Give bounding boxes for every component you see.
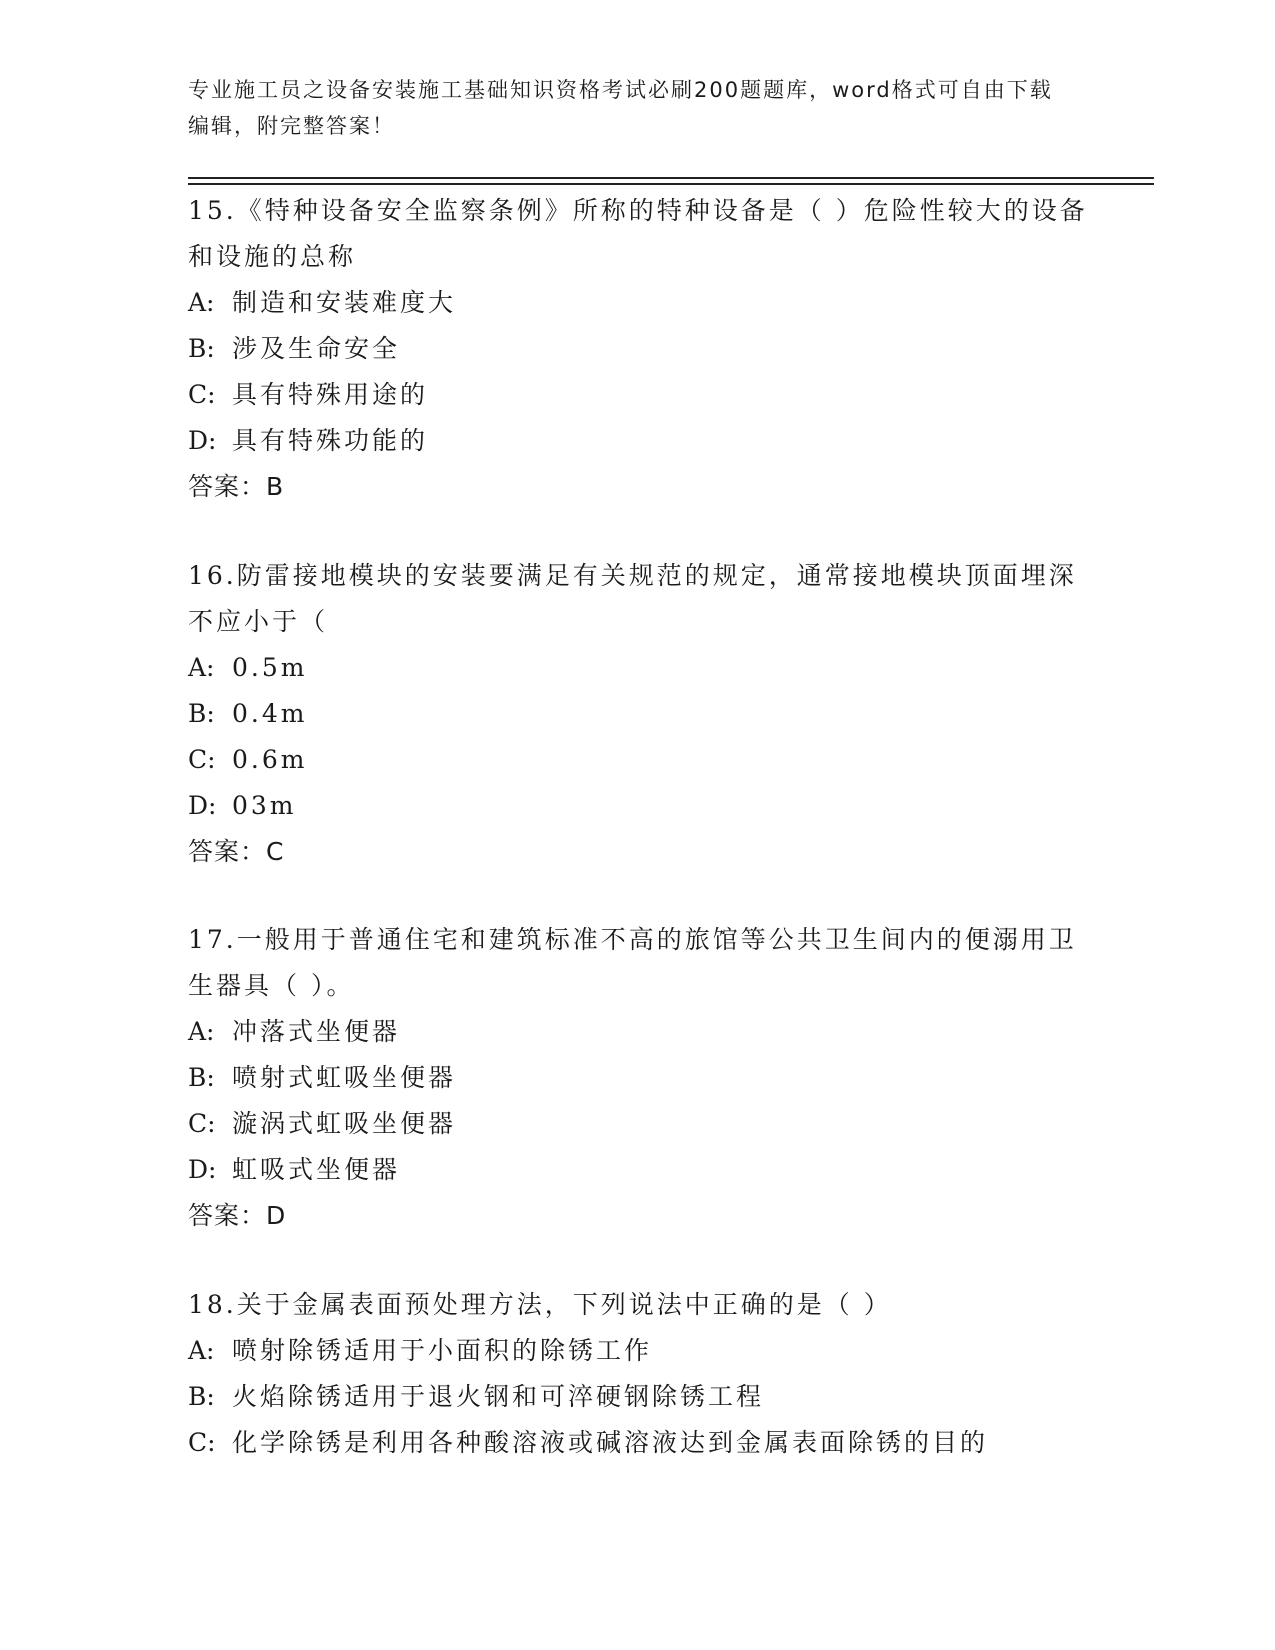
option-b [188,1374,1088,1420]
header-divider-bottom [188,183,1154,185]
option-key: C: [188,1428,216,1457]
option-text: 喷射式虹吸坐便器 [232,1063,457,1092]
option-text: 火焰除锈适用于退火钢和可淬硬钢除锈工程 [232,1382,765,1411]
option-text: 具有特殊功能的 [232,426,429,455]
option-text: 03m [232,791,297,820]
option-a [188,645,1088,691]
option-key: B: [188,1382,215,1411]
option-key: A: [188,1017,215,1046]
option-a [188,1328,1088,1374]
option-text: 冲落式坐便器 [232,1017,401,1046]
question-stem: 15.《特种设备安全监察条例》所称的特种设备是（ ）危险性较大的设备和设施的总称 [188,196,1088,271]
option-key: A: [188,653,215,682]
option-c [188,372,1088,418]
question-stem: 16.防雷接地模块的安装要满足有关规范的规定，通常接地模块顶面埋深不应小于（ [188,561,1077,636]
option-text: 0.4m [232,699,308,728]
option-key: C: [188,380,216,409]
option-a [188,280,1088,326]
option-text: 涉及生命安全 [232,334,401,363]
question-17 [188,917,1088,1239]
option-d [188,1147,1088,1193]
option-key: D: [188,791,217,820]
option-key: B: [188,334,215,363]
question-stem: 18.关于金属表面预处理方法，下列说法中正确的是（ ） [188,1290,892,1319]
option-key: A: [188,288,215,317]
answer-line: 答案：C [188,837,285,866]
option-c [188,737,1088,783]
option-d [188,418,1088,464]
option-key: C: [188,745,216,774]
option-text: 虹吸式坐便器 [232,1155,401,1184]
option-b [188,691,1088,737]
option-b [188,1055,1088,1101]
option-text: 具有特殊用途的 [232,380,429,409]
option-c [188,1101,1088,1147]
option-key: D: [188,1155,217,1184]
option-a [188,1009,1088,1055]
question-18 [188,1282,1088,1466]
option-key: A: [188,1336,215,1365]
option-key: B: [188,1063,215,1092]
option-b [188,326,1088,372]
option-text: 0.6m [232,745,308,774]
option-text: 化学除锈是利用各种酸溶液或碱溶液达到金属表面除锈的目的 [232,1428,989,1457]
question-16 [188,553,1088,875]
answer-line: 答案：D [188,1201,287,1230]
option-text: 喷射除锈适用于小面积的除锈工作 [232,1336,653,1365]
option-key: D: [188,426,217,455]
option-d [188,783,1088,829]
option-text: 0.5m [232,653,308,682]
document-header: 专业施工员之设备安装施工基础知识资格考试必刷200题题库，word格式可自由下载编辑，附完整答案！ [188,78,1053,138]
option-key: B: [188,699,215,728]
option-text: 制造和安装难度大 [232,288,457,317]
option-text: 漩涡式虹吸坐便器 [232,1109,457,1138]
header-divider-top [188,177,1154,179]
option-c [188,1420,1088,1466]
option-key: C: [188,1109,216,1138]
question-stem: 17.一般用于普通住宅和建筑标准不高的旅馆等公共卫生间内的便溺用卫生器具（ ）。 [188,925,1077,1000]
answer-line: 答案：B [188,472,285,501]
question-15 [188,188,1088,510]
